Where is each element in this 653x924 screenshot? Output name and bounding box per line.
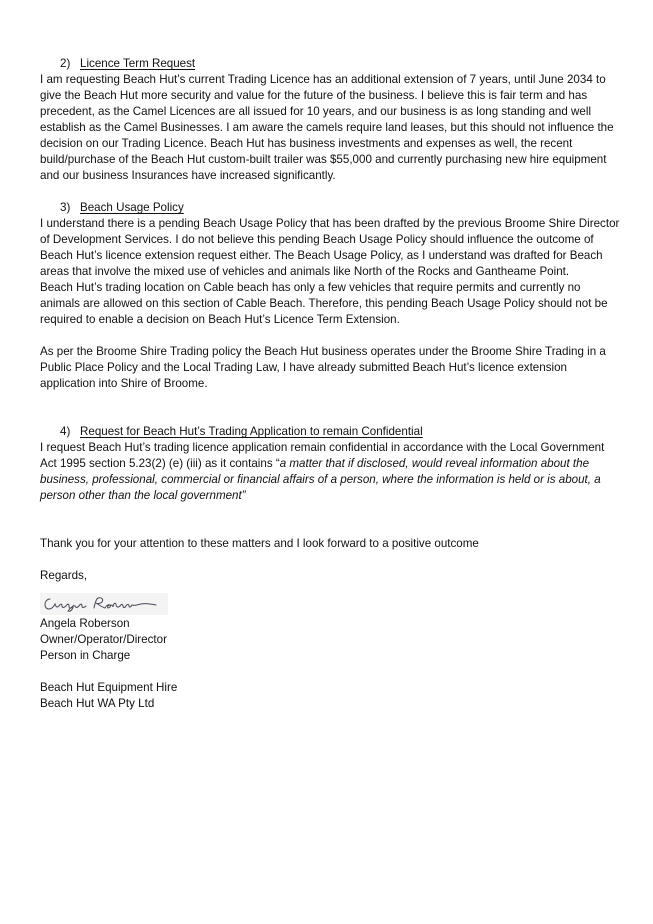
section-3-heading <box>40 200 623 216</box>
handwritten-signature <box>40 593 168 615</box>
section-4-quote: a matter that if disclosed, would reveal information about the business, professional, commercial or financial affairs of a person, where the information is held or is about, a person other than the local government” <box>40 457 601 502</box>
section-3-paragraph-1: I understand there is a pending Beach Usage Policy that has been drafted by the previous Broome Shire Director of Development Services. I do not believe this pending Beach Usage Policy should influence the outcome of Beach Hut’s licence extension request either. The Beach Usage Policy, as I understand was drafted for Beach areas that involve the mixed use of vehicles and animals like North of the Rocks and Gantheame Point. <box>40 217 620 278</box>
signatory-role-2: Person in Charge <box>40 649 131 662</box>
section-4-number: 4) <box>60 425 71 438</box>
section-3-paragraph-2: Beach Hut’s trading location on Cable beach has only a few vehicles that require permits and currently no animals are allowed on this section of Cable Beach. Therefore, this pending Beach Usage Policy should not be required to enable a decision on Beach Hut’s Licence Term Extension. <box>40 281 608 326</box>
signatory-role: Owner/Operator/Director <box>40 633 167 646</box>
section-2-title: Licence Term Request <box>80 57 196 70</box>
section-4-body-text: I request Beach Hut’s trading licence application remain confidential in accordance with the Local Government Act 1995 section 5.23(2) (e) (iii) as it contains “ <box>40 441 605 470</box>
signatory-name: Angela Roberson <box>40 617 130 630</box>
section-3-paragraph-3: As per the Broome Shire Trading policy the Beach Hut business operates under the Broome Shire Trading in a Public Place Policy and the Local Trading Law, I have already submitted Beach Hut’s licence extension application into Shire of Broome. <box>40 345 606 390</box>
section-3-title: Beach Usage Policy <box>80 201 184 214</box>
company-name-1: Beach Hut Equipment Hire <box>40 681 178 694</box>
section-2-body: I am requesting Beach Hut’s current Trading Licence has an additional extension of 7 years, until June 2034 to give the Beach Hut more security and value for the future of the business. I believe this is fair term and has precedent, as the Camel Licences are all issued for 10 years, and our business is as long standing and well establish as the Camel Businesses. I am aware the camels require land leases, but this should not influence the decision on our Trading Licence. Beach Hut has business investments and expenses as well, the recent build/purchase of the Beach Hut custom-built trailer was $55,000 and currently purchasing new hire equipment and our business Insurances have increased significantly. <box>40 73 614 182</box>
thanks-line: Thank you for your attention to these matters and I look forward to a positive outcome <box>40 537 479 550</box>
section-4-title: Request for Beach Hut’s Trading Application to remain Confidential <box>80 425 423 438</box>
section-4-heading <box>40 424 623 440</box>
section-4-body <box>40 440 623 504</box>
regards-line: Regards, <box>40 569 88 582</box>
section-3-number: 3) <box>60 201 71 214</box>
company-name-2: Beach Hut WA Pty Ltd <box>40 697 155 710</box>
section-2-number: 2) <box>60 57 71 70</box>
section-2-heading <box>40 56 623 72</box>
signature-image <box>40 593 168 615</box>
